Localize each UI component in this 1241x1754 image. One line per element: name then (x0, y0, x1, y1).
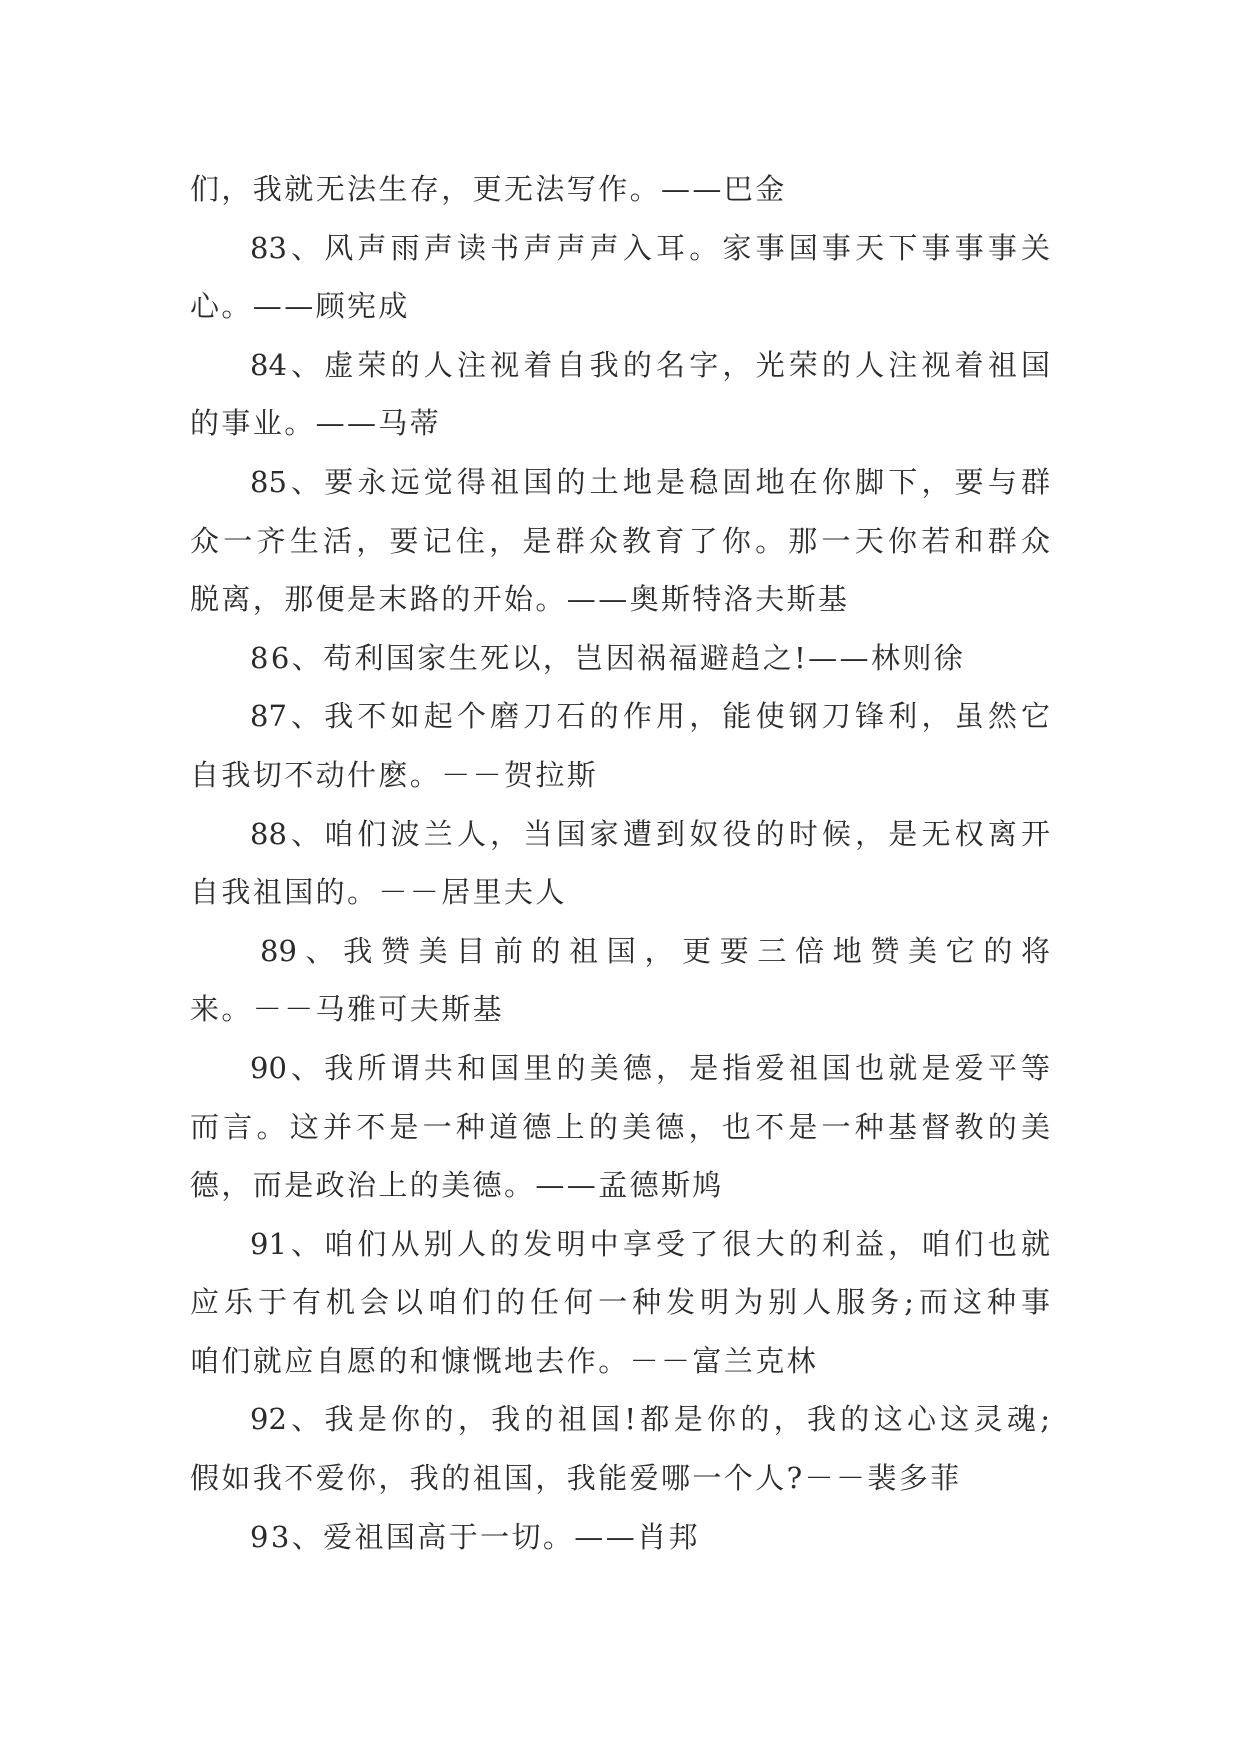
text-line: 假如我不爱你，我的祖国，我能爱哪一个人?－－裴多菲 (190, 1461, 962, 1496)
text-line: 85、要永远觉得祖国的土地是稳固地在你脚下，要与群 (250, 464, 1050, 499)
quote-text-block (190, 160, 1050, 1566)
text-line: 心。——顾宪成 (190, 289, 410, 324)
text-line: 91、咱们从别人的发明中享受了很大的利益，咱们也就 (250, 1226, 1050, 1261)
text-line: 84、虚荣的人注视着自我的名字，光荣的人注视着祖国 (250, 347, 1050, 382)
text-line: 而言。这并不是一种道德上的美德，也不是一种基督教的美 (190, 1109, 1050, 1144)
text-line: 脱离，那便是末路的开始。——奥斯特洛夫斯基 (190, 582, 850, 617)
text-line: 89、我赞美目前的祖国，更要三倍地赞美它的将 (260, 933, 1050, 968)
text-line: 自我切不动什麽。－－贺拉斯 (190, 757, 599, 792)
text-line: 90、我所谓共和国里的美德，是指爱祖国也就是爱平等 (250, 1050, 1050, 1085)
text-line: 德，而是政治上的美德。——孟德斯鸠 (190, 1168, 724, 1203)
text-line: 众一齐生活，要记住，是群众教育了你。那一天你若和群众 (190, 523, 1050, 558)
text-line: 88、咱们波兰人，当国家遭到奴役的时候，是无权离开 (250, 816, 1050, 851)
text-line: 87、我不如起个磨刀石的作用，能使钢刀锋利，虽然它 (250, 699, 1050, 734)
text-line: 来。－－马雅可夫斯基 (190, 992, 505, 1027)
text-line: 86、苟利国家生死以，岂因祸福避趋之!——林则徐 (250, 640, 966, 675)
text-line: 的事业。——马蒂 (190, 406, 442, 441)
text-line: 咱们就应自愿的和慷慨地去作。－－富兰克林 (190, 1343, 819, 1378)
text-line: 们，我就无法生存，更无法写作。——巴金 (190, 172, 787, 206)
text-line: 自我祖国的。－－居里夫人 (190, 875, 567, 910)
text-line: 83、风声雨声读书声声声入耳。家事国事天下事事事关 (250, 230, 1050, 265)
text-line: 92、我是你的，我的祖国!都是你的，我的这心这灵魂; (250, 1402, 1050, 1437)
text-line: 应乐于有机会以咱们的任何一种发明为别人服务;而这种事 (190, 1285, 1050, 1320)
text-line: 93、爱祖国高于一切。——肖邦 (250, 1519, 700, 1554)
